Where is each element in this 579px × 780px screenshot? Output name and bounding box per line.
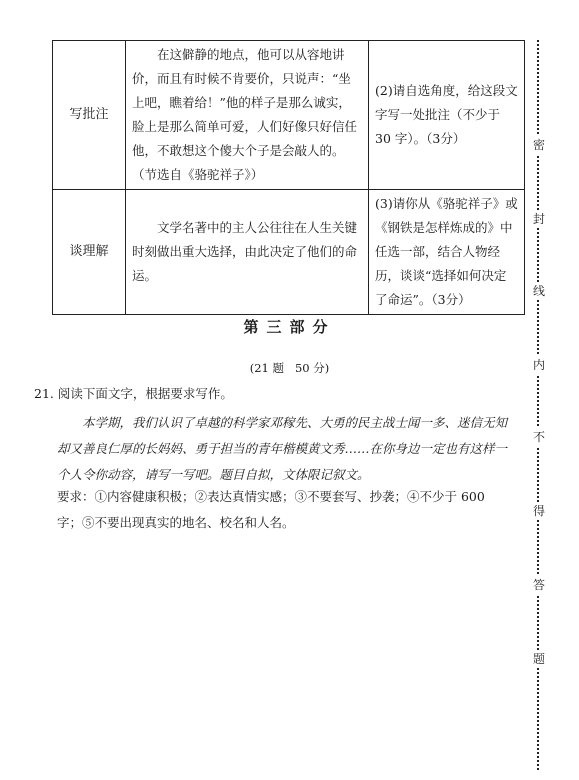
seal-char: 得 <box>532 504 545 518</box>
passage-text: 文学名著中的主人公往往在人生关键时刻做出重大选择，由此决定了他们的命运。 <box>126 190 369 315</box>
row-label: 谈理解 <box>53 190 126 315</box>
section-subtitle: (21 题 50 分) <box>249 361 330 375</box>
passage-text: 在这僻静的地点，他可以从容地讲价，而且有时候不肯要价，只说声：“坐上吧，瞧着给！”他的样子是那么诚实，脸上是那么简单可爱，人们好像只好信任他，不敢想这个傻大个子是会敲人的。（节选自《骆驼祥子》） <box>126 41 369 190</box>
seal-char: 答 <box>532 578 545 592</box>
seal-char: 封 <box>532 212 545 226</box>
row-label: 写批注 <box>53 41 126 190</box>
task-text: (2)请自选角度，给这段文字写一处批注（不少于 30 字）。（3分） <box>369 41 525 190</box>
seal-char: 题 <box>532 652 545 666</box>
table-row <box>53 41 525 190</box>
seal-char: 不 <box>532 430 545 444</box>
seal-char: 线 <box>532 284 545 298</box>
task-text: (3)请你从《骆驼祥子》或《钢铁是怎样炼成的》中任选一部，结合人物经历，谈谈“选择如何决定了命运”。（3分） <box>369 190 525 315</box>
seal-char: 密 <box>532 138 545 152</box>
question-heading: 21. 阅读下面文字，根据要求写作。 <box>34 386 233 401</box>
section-title: 第三部分 <box>243 318 336 336</box>
question-table <box>52 40 525 315</box>
table-row <box>53 190 525 315</box>
seal-char: 内 <box>532 358 545 372</box>
writing-prompt: 本学期，我们认识了卓越的科学家邓稼先、大勇的民主战士闻一多、迷信无知却又善良仁厚的长妈妈、勇于担当的青年楷模黄文秀……在你身边一定也有这样一个人令你动容，请写一写吧。题目自拟，文体限记叙文。 <box>57 415 508 482</box>
writing-requirements: 要求：①内容健康积极；②表达真情实感；③不要套写、抄袭；④不少于 600 字；⑤不要出现真实的地名、校名和人名。 <box>57 489 485 530</box>
